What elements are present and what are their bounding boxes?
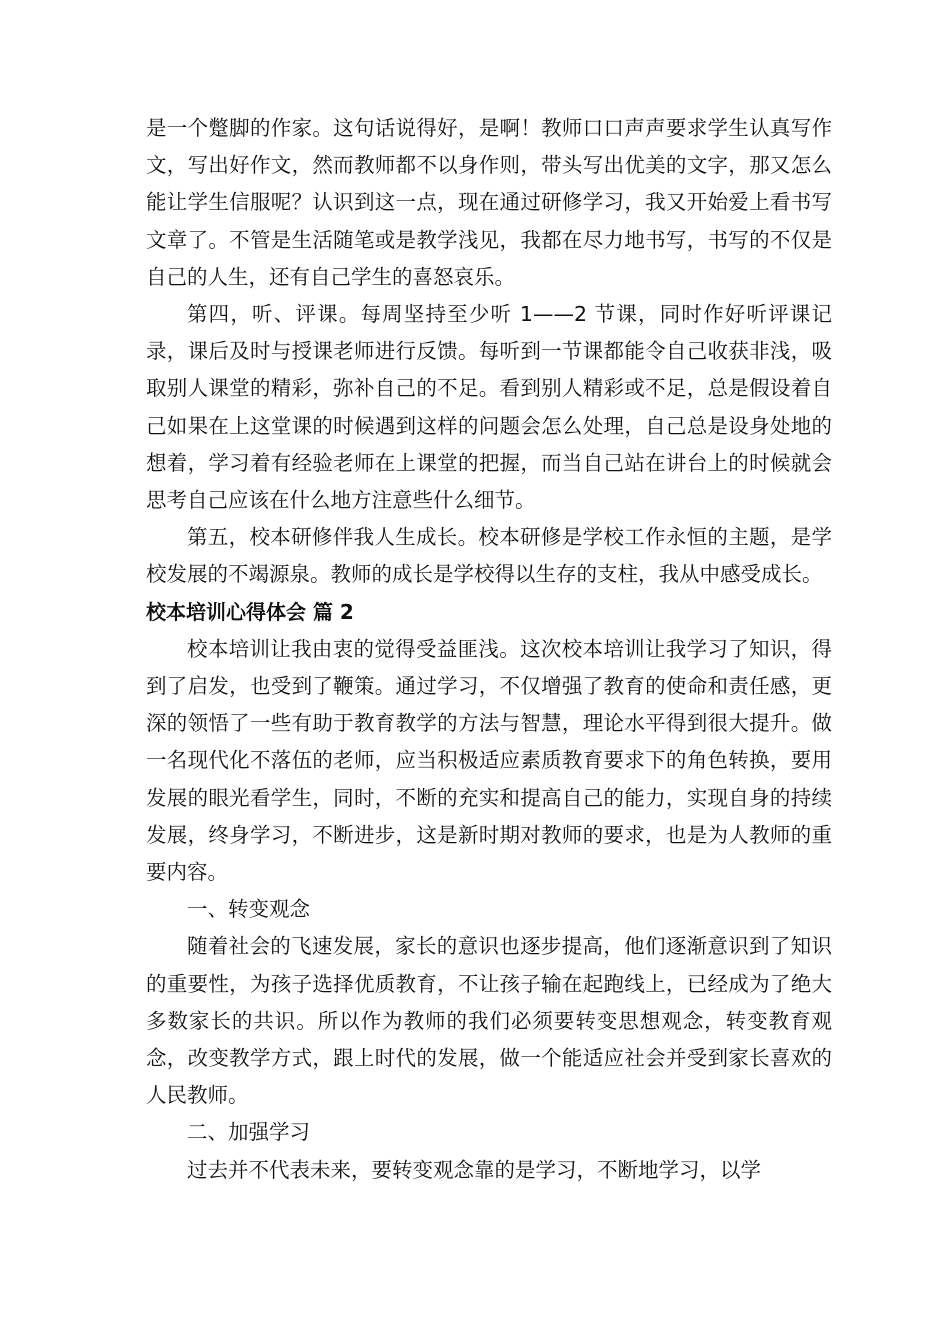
subheading-change-concept: 一、转变观念: [187, 897, 310, 922]
paragraph-strengthen-learning: 过去并不代表未来，要转变观念靠的是学习，不断地学习，以学: [187, 1157, 761, 1182]
paragraph-training-benefit: 校本培训让我由衷的觉得受益匪浅。这次校本培训让我学习了知识，得到了启发，也受到了鞭策。通过学习，不仅增强了教育的使命和责任感，更深的领悟了一些有助于教育教学的方法与智慧，理论水平得到很大提升。做一名现代化不落伍的老师，应当积极适应素质教育要求下的角色转换，要用发展的眼光看学生，同时，不断的充实和提高自己的能力，实现自身的持续发展，终身学习，不断进步，这是新时期对教师的要求，也是为人教师的重要内容。: [146, 636, 832, 885]
paragraph-observe-lessons: 第四，听、评课。每周坚持至少听 1——2 节课，同时作好听评课记录，课后及时与授课老师进行反馈。每听到一节课都能令自己收获非浅，吸取别人课堂的精彩，弥补自己的不足。看到别人精彩或不足，总是假设着自己如果在上这堂课的时候遇到这样的问题会怎么处理，自己总是设身处地的想着，学习着有经验老师在上课堂的把握，而当自己站在讲台上的时候就会思考自己应该在什么地方注意些什么细节。: [146, 302, 832, 513]
document-page: [146, 110, 832, 1189]
paragraph-change-concept: 随着社会的飞速发展，家长的意识也逐步提高，他们逐渐意识到了知识的重要性，为孩子选择优质教育，不让孩子输在起跑线上，已经成为了绝大多数家长的共识。所以作为教师的我们必须要转变思想观念，转变教育观念，改变教学方式，跟上时代的发展，做一个能适应社会并受到家长喜欢的人民教师。: [146, 934, 832, 1108]
section-heading: 校本培训心得体会 篇 2: [146, 599, 354, 624]
paragraph-writing-practice: 是一个蹩脚的作家。这句话说得好，是啊！教师口口声声要求学生认真写作文，写出好作文，然而教师都不以身作则，带头写出优美的文字，那又怎么能让学生信服呢？认识到这一点，现在通过研修学习，我又开始爱上看书写文章了。不管是生活随笔或是教学浅见，我都在尽力地书写，书写的不仅是自己的人生，还有自己学生的喜怒哀乐。: [146, 116, 832, 289]
paragraph-school-research: 第五，校本研修伴我人生成长。校本研修是学校工作永恒的主题，是学校发展的不竭源泉。教师的成长是学校得以生存的支柱，我从中感受成长。: [146, 525, 832, 587]
subheading-strengthen-learning: 二、加强学习: [187, 1120, 310, 1145]
